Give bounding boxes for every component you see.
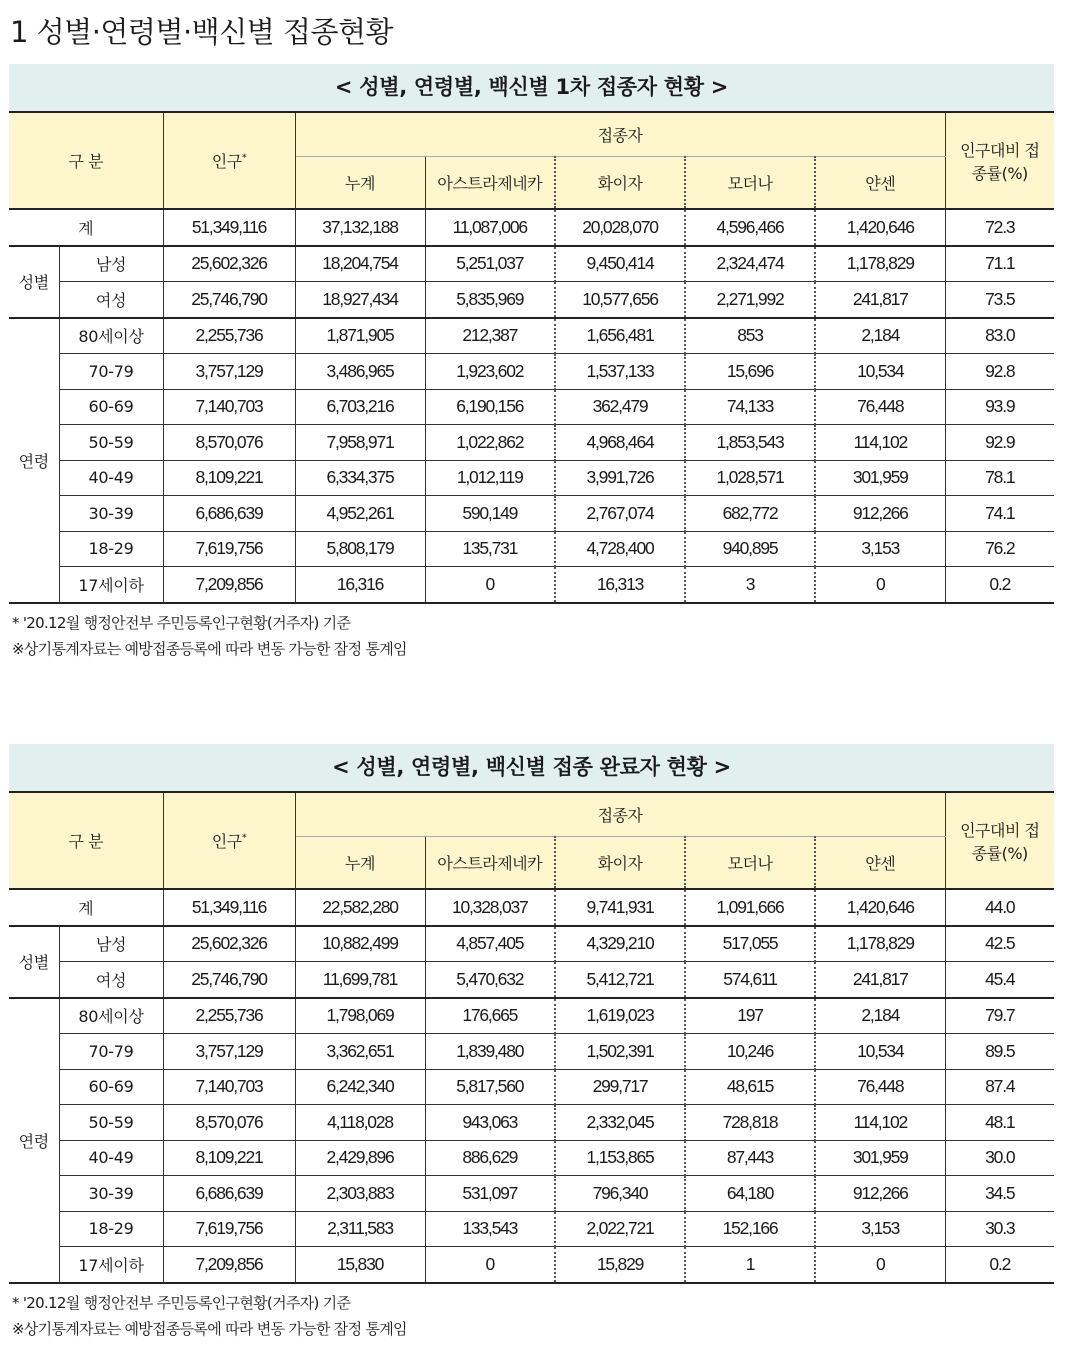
header-vaccinated: 접종자 [295,792,945,837]
table-title: < 성별, 연령별, 백신별 1차 접종자 현황 > [9,64,1054,111]
table-row: 18-29 7,619,756 5,808,179 135,731 4,728,400 940,895 3,153 76.2 [9,531,1054,567]
header-pfizer: 화이자 [555,837,685,890]
table-row: 50-59 8,570,076 4,118,028 943,063 2,332,045 728,818 114,102 48.1 [9,1105,1054,1141]
table-row: 연령 80세이상 2,255,736 1,798,069 176,665 1,619,023 197 2,184 79.7 [9,998,1054,1034]
footnotes [9,610,1054,662]
first-dose-section [9,64,1054,662]
completed-section [9,744,1054,1342]
completed-table [9,791,1054,1284]
header-population: 인구* [163,792,295,889]
table-row-female: 여성 25,746,790 11,699,781 5,470,632 5,412,721 574,611 241,817 45.4 [9,962,1054,998]
table-row-male: 성별 남성 25,602,326 10,882,499 4,857,405 4,329,210 517,055 1,178,829 42.5 [9,926,1054,962]
footnote-provisional: ※상기통계자료는 예방접종등록에 따라 변동 가능한 잠정 통계임 [12,639,407,658]
table-row: 30-39 6,686,639 2,303,883 531,097 796,340 64,180 912,266 34.5 [9,1176,1054,1212]
table-row: 60-69 7,140,703 6,703,216 6,190,156 362,479 74,133 76,448 93.9 [9,389,1054,425]
header-vaccinated: 접종자 [295,112,945,157]
page-heading: 1 성별·연령별·백신별 접종현황 [10,15,393,49]
header-moderna: 모더나 [685,157,815,210]
header-category: 구 분 [9,792,163,889]
header-rate: 인구대비 접 종률(%) [945,792,1054,889]
header-moderna: 모더나 [685,837,815,890]
footnote-population: * '20.12월 행정안전부 주민등록인구현황(거주자) 기준 [12,613,351,632]
table-row: 연령 80세이상 2,255,736 1,871,905 212,387 1,656,481 853 2,184 83.0 [9,318,1054,354]
table-row: 18-29 7,619,756 2,311,583 133,543 2,022,721 152,166 3,153 30.3 [9,1211,1054,1247]
table-row: 17세이하 7,209,856 15,830 0 15,829 1 0 0.2 [9,1247,1054,1283]
table-row: 70-79 3,757,129 3,362,651 1,839,480 1,502,391 10,246 10,534 89.5 [9,1034,1054,1070]
table-row-female: 여성 25,746,790 18,927,434 5,835,969 10,577,656 2,271,992 241,817 73.5 [9,282,1054,318]
table-row: 70-79 3,757,129 3,486,965 1,923,602 1,537,133 15,696 10,534 92.8 [9,354,1054,390]
header-astrazeneca: 아스트라제네카 [425,837,555,890]
table-row-total: 계 51,349,116 37,132,188 11,087,006 20,028,070 4,596,466 1,420,646 72.3 [9,209,1054,246]
table-row: 40-49 8,109,221 6,334,375 1,012,119 3,991,726 1,028,571 301,959 78.1 [9,460,1054,496]
table-row: 30-39 6,686,639 4,952,261 590,149 2,767,074 682,772 912,266 74.1 [9,496,1054,532]
header-rate: 인구대비 접 종률(%) [945,112,1054,209]
table-row: 50-59 8,570,076 7,958,971 1,022,862 4,968,464 1,853,543 114,102 92.9 [9,425,1054,461]
table-row-male: 성별 남성 25,602,326 18,204,754 5,251,037 9,450,414 2,324,474 1,178,829 71.1 [9,246,1054,282]
header-astrazeneca: 아스트라제네카 [425,157,555,210]
header-total: 누계 [295,837,425,890]
group-gender: 성별 [9,926,59,998]
header-janssen: 얀센 [815,157,945,210]
table-row: 40-49 8,109,221 2,429,896 886,629 1,153,865 87,443 301,959 30.0 [9,1140,1054,1176]
table-row: 17세이하 7,209,856 16,316 0 16,313 3 0 0.2 [9,567,1054,603]
group-gender: 성별 [9,246,59,318]
footnote-provisional: ※상기통계자료는 예방접종등록에 따라 변동 가능한 잠정 통계임 [12,1319,407,1338]
footnotes [9,1290,1054,1342]
footnote-population: * '20.12월 행정안전부 주민등록인구현황(거주자) 기준 [12,1293,351,1312]
header-pfizer: 화이자 [555,157,685,210]
header-janssen: 얀센 [815,837,945,890]
header-population: 인구* [163,112,295,209]
header-total: 누계 [295,157,425,210]
header-category: 구 분 [9,112,163,209]
group-age: 연령 [9,998,59,1283]
table-row-total: 계 51,349,116 22,582,280 10,328,037 9,741,931 1,091,666 1,420,646 44.0 [9,889,1054,926]
table-title: < 성별, 연령별, 백신별 접종 완료자 현황 > [9,744,1054,791]
first-dose-table [9,111,1054,604]
group-age: 연령 [9,318,59,603]
table-row: 60-69 7,140,703 6,242,340 5,817,560 299,717 48,615 76,448 87.4 [9,1069,1054,1105]
